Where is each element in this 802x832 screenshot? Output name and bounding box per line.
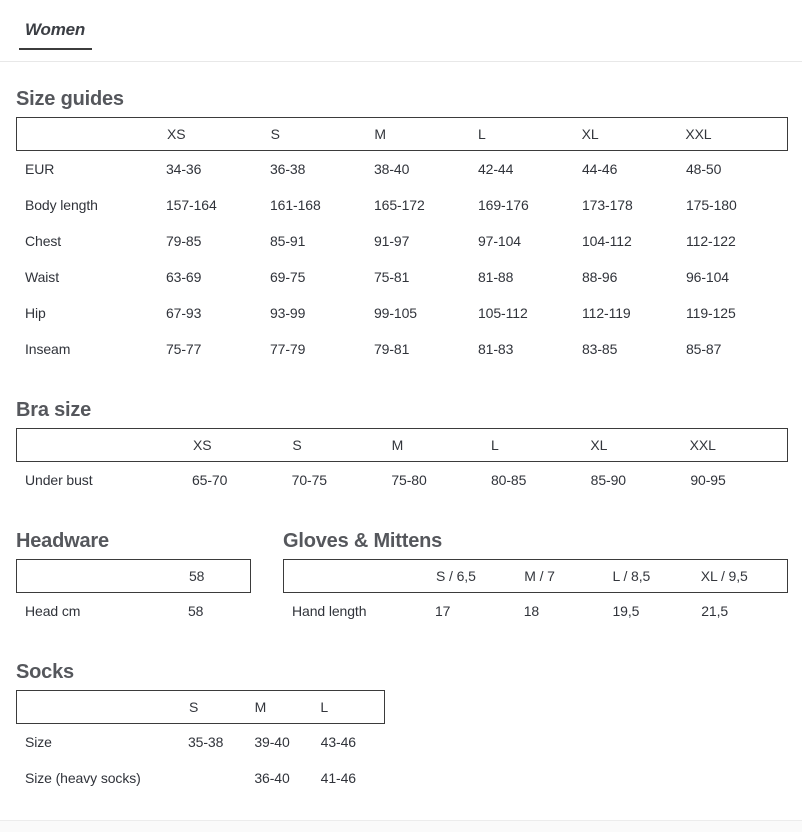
cell-value: 112-119	[582, 305, 631, 321]
gloves-mittens-table	[283, 559, 788, 629]
table-grid	[17, 691, 384, 723]
cell-value: 80-85	[490, 472, 527, 488]
column-header: S	[270, 126, 280, 142]
cell-value: 83-85	[582, 341, 618, 357]
cell-value: 36-40	[254, 770, 290, 786]
column-header: XXL	[689, 437, 716, 453]
column-header: M	[254, 699, 267, 715]
column-header: L / 8,5	[612, 568, 651, 584]
section-title-size-guides: Size guides	[16, 88, 124, 110]
table-grid	[17, 429, 787, 461]
table-grid	[16, 724, 385, 760]
row-label: Hip	[25, 305, 46, 321]
cell-value: 38-40	[374, 161, 410, 177]
section-title-gloves-mittens: Gloves & Mittens	[283, 530, 443, 552]
table-row	[16, 760, 385, 796]
cell-value: 58	[188, 603, 204, 619]
column-header: 58	[189, 568, 205, 584]
table-row	[16, 223, 788, 259]
table-header	[16, 690, 385, 724]
row-label: EUR	[25, 161, 55, 177]
cell-value: 35-38	[188, 734, 224, 750]
column-header: S	[189, 699, 199, 715]
column-header: M	[391, 437, 404, 453]
table-row	[16, 724, 385, 760]
table-row	[16, 187, 788, 223]
cell-value: 165-172	[374, 197, 425, 213]
table-row	[283, 593, 788, 629]
table-grid	[16, 151, 788, 187]
table-header	[16, 428, 788, 462]
table-row	[16, 331, 788, 367]
table-grid	[16, 223, 788, 259]
cell-value: 119-125	[686, 305, 736, 321]
cell-value: 96-104	[686, 269, 729, 285]
cell-value: 97-104	[478, 233, 521, 249]
table-grid	[284, 560, 787, 592]
table-grid	[16, 187, 788, 223]
content-area	[0, 88, 802, 796]
cell-value: 18	[523, 603, 540, 619]
cell-value: 34-36	[166, 161, 202, 177]
table-header	[16, 117, 788, 151]
cell-value: 169-176	[478, 197, 529, 213]
table-grid	[17, 118, 787, 150]
cell-value: 67-93	[166, 305, 202, 321]
cell-value: 161-168	[270, 197, 321, 213]
row-label: Size (heavy socks)	[25, 770, 141, 786]
row-label: Head cm	[25, 603, 81, 619]
column-header: S / 6,5	[436, 568, 476, 584]
cell-value: 88-96	[582, 269, 618, 285]
cell-value: 69-75	[270, 269, 306, 285]
column-header: S	[292, 437, 302, 453]
socks-table	[16, 690, 385, 796]
cell-value: 70-75	[291, 472, 327, 488]
headware-table	[16, 559, 251, 629]
section-title-headware: Headware	[16, 530, 109, 552]
column-header: XS	[167, 126, 186, 142]
cell-value: 65-70	[192, 472, 228, 488]
table-header	[283, 559, 788, 593]
column-header: XL	[590, 437, 608, 453]
column-header: XS	[193, 437, 212, 453]
table-grid	[283, 593, 788, 629]
cell-value: 17	[435, 603, 451, 619]
cell-value: 77-79	[270, 341, 306, 357]
headware-column	[16, 530, 251, 629]
column-header: XL	[581, 126, 599, 142]
column-header: M / 7	[524, 568, 555, 584]
cell-value: 19,5	[612, 603, 640, 619]
cell-value: 105-112	[478, 305, 528, 321]
table-row	[16, 593, 251, 629]
cell-value: 41-46	[320, 770, 356, 786]
column-header: XXL	[685, 126, 712, 142]
column-header: XL / 9,5	[700, 568, 748, 584]
cell-value: 79-81	[374, 341, 410, 357]
tab-women[interactable]: Women	[19, 20, 92, 50]
row-label: Hand length	[292, 603, 367, 619]
section-title-socks: Socks	[16, 661, 74, 683]
cell-value: 63-69	[166, 269, 202, 285]
cell-value: 75-81	[374, 269, 410, 285]
section-title-bra-size: Bra size	[16, 399, 92, 421]
table-row	[16, 259, 788, 295]
column-header: M	[374, 126, 386, 142]
table-grid	[16, 295, 788, 331]
cell-value: 43-46	[320, 734, 356, 750]
row-label: Under bust	[25, 472, 93, 488]
cell-value: 75-80	[391, 472, 427, 488]
table-grid	[16, 760, 385, 796]
cell-value: 85-90	[590, 472, 626, 488]
cell-value: 104-112	[582, 233, 632, 249]
cell-value: 48-50	[686, 161, 722, 177]
row-label: Waist	[25, 269, 59, 285]
column-header: L	[477, 126, 486, 142]
row-label: Size	[25, 734, 52, 750]
cell-value: 79-85	[166, 233, 202, 249]
cell-value: 42-44	[478, 161, 514, 177]
bra-size-table	[16, 428, 788, 498]
cell-value: 99-105	[374, 305, 417, 321]
row-label: Body length	[25, 197, 98, 213]
footer-strip	[0, 820, 802, 832]
table-grid	[16, 462, 788, 498]
headware-gloves-row	[16, 530, 788, 629]
cell-value: 81-88	[478, 269, 514, 285]
table-row	[16, 295, 788, 331]
cell-value: 93-99	[270, 305, 306, 321]
table-grid	[17, 560, 250, 592]
cell-value: 85-91	[270, 233, 306, 249]
gloves-column	[283, 530, 788, 629]
cell-value: 81-83	[478, 341, 514, 357]
table-row	[16, 462, 788, 498]
table-row	[16, 151, 788, 187]
cell-value: 85-87	[686, 341, 722, 357]
table-grid	[16, 259, 788, 295]
row-label: Chest	[25, 233, 62, 249]
cell-value: 112-122	[686, 233, 736, 249]
tab-bar	[0, 0, 802, 62]
size-guides-table	[16, 117, 788, 367]
cell-value: 39-40	[254, 734, 290, 750]
cell-value: 157-164	[166, 197, 217, 213]
cell-value: 173-178	[582, 197, 633, 213]
row-label: Inseam	[25, 341, 71, 357]
cell-value: 21,5	[701, 603, 729, 619]
cell-value: 90-95	[690, 472, 726, 488]
column-header: L	[320, 699, 329, 715]
table-grid	[16, 593, 251, 629]
cell-value: 75-77	[166, 341, 202, 357]
column-header: L	[491, 437, 499, 453]
cell-value: 36-38	[270, 161, 306, 177]
cell-value: 175-180	[686, 197, 737, 213]
table-grid	[16, 331, 788, 367]
cell-value: 91-97	[374, 233, 410, 249]
table-header	[16, 559, 251, 593]
cell-value: 44-46	[582, 161, 618, 177]
